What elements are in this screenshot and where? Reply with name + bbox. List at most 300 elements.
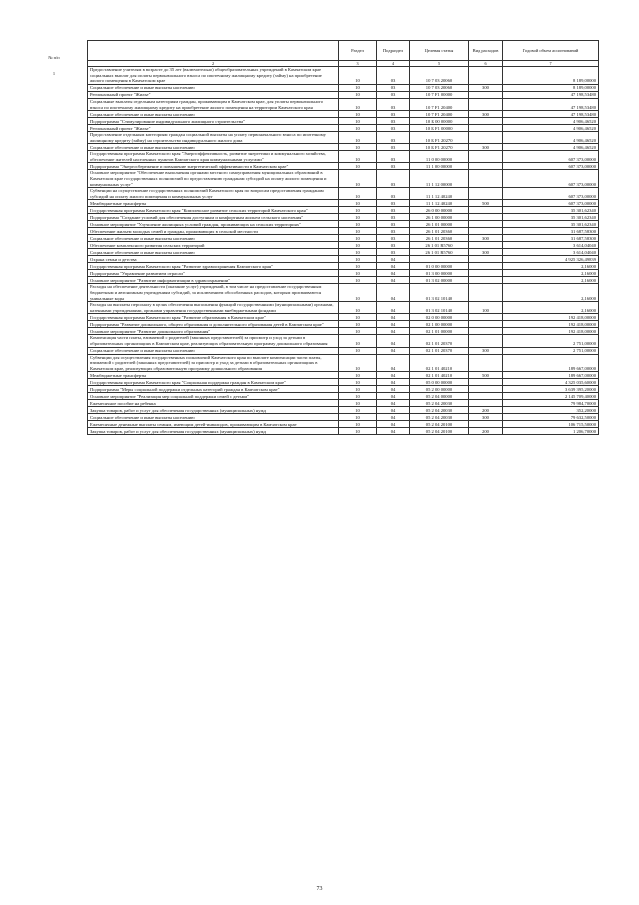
index-cell: 6 <box>469 61 503 67</box>
row-expense-type: 500 <box>469 372 503 379</box>
row-subsection: 03 <box>377 214 410 221</box>
row-target-article: 26 1 01 R5760 <box>410 249 469 256</box>
row-target-article <box>410 256 469 263</box>
row-name: Расходы на обеспечение деятельности (оказание услуг) учреждений, в том числе на предоставление государственным бюджетным и автономным учреждениям субсидий, за исключением обособленных расходов, которым присваиваются уникальные коды <box>88 284 339 302</box>
row-name: Региональный проект "Жилье" <box>88 91 339 98</box>
row-expense-type <box>469 321 503 328</box>
row-expense-type: 300 <box>469 84 503 91</box>
row-subsection: 04 <box>377 386 410 393</box>
row-section: 10 <box>339 67 377 85</box>
header-name <box>88 41 339 61</box>
row-subsection: 03 <box>377 67 410 85</box>
row-name: Социальное обеспечение и иные выплаты населению <box>88 144 339 151</box>
row-expense-type <box>469 314 503 321</box>
row-expense-type <box>469 67 503 85</box>
row-target-article: 05 0 00 00000 <box>410 379 469 386</box>
row-name: Субвенции на осуществление государственных полномочий Камчатского края по вопросам предоставления гражданам субсидий на оплату жилого помещения и коммунальных услуг <box>88 188 339 200</box>
row-subsection: 03 <box>377 207 410 214</box>
row-name: Государственная программа Камчатского края "Энергоэффективность, развитие энергетики и коммунального хозяйства, обеспечение жителей населенных пунктов Камчатского края коммунальными услугами" <box>88 151 339 163</box>
row-name: Обеспечение комплексного развития сельских территорий <box>88 242 339 249</box>
row-subsection: 04 <box>377 284 410 302</box>
row-target-article: 01 3 02 10140 <box>410 284 469 302</box>
row-section: 10 <box>339 221 377 228</box>
row-subsection: 03 <box>377 132 410 144</box>
row-name: Социальное обеспечение и иные выплаты населению <box>88 84 339 91</box>
row-subsection: 03 <box>377 188 410 200</box>
row-target-article: 11 1 12 00000 <box>410 170 469 188</box>
row-amount: 35 301,62340 <box>503 214 599 221</box>
row-target-article: 26 1 01 20360 <box>410 235 469 242</box>
row-target-article: 02 1 01 00000 <box>410 328 469 335</box>
table-row <box>88 393 599 400</box>
table-row <box>88 414 599 421</box>
row-name: Основное мероприятие "Улучшение жилищных условий граждан, проживающих на сельских территориях" <box>88 221 339 228</box>
row-expense-type <box>469 163 503 170</box>
row-section: 10 <box>339 314 377 321</box>
table-row <box>88 151 599 163</box>
table-body <box>88 67 599 435</box>
table-row <box>88 125 599 132</box>
row-subsection: 03 <box>377 125 410 132</box>
row-expense-type: 300 <box>469 249 503 256</box>
row-target-article: 10 Б 00 00000 <box>410 118 469 125</box>
row-amount: 2,16000 <box>503 270 599 277</box>
row-target-article: 10 7 F1 00000 <box>410 91 469 98</box>
row-expense-type <box>469 354 503 372</box>
row-section: 10 <box>339 207 377 214</box>
row-expense-type <box>469 277 503 284</box>
table-row <box>88 335 599 347</box>
row-name: Закупка товаров, работ и услуг для обеспечения государственных (муниципальных) нужд <box>88 407 339 414</box>
row-amount: 189 667,00000 <box>503 372 599 379</box>
table-row <box>88 91 599 98</box>
table-row <box>88 249 599 256</box>
row-section: 10 <box>339 170 377 188</box>
table-row <box>88 400 599 407</box>
row-name: Основное мероприятие "Развитие информатизации в здравоохранении" <box>88 277 339 284</box>
row-section: 10 <box>339 132 377 144</box>
row-target-article: 02 1 01 40210 <box>410 354 469 372</box>
table-row <box>88 118 599 125</box>
row-subsection: 03 <box>377 249 410 256</box>
table-header-row <box>88 41 599 61</box>
table-row <box>88 242 599 249</box>
row-expense-type <box>469 393 503 400</box>
table-row <box>88 144 599 151</box>
row-amount: 607 373,00000 <box>503 170 599 188</box>
row-subsection: 03 <box>377 118 410 125</box>
row-expense-type <box>469 151 503 163</box>
row-name: Социальное обеспечение и иные выплаты населению <box>88 347 339 354</box>
index-cell: 2 <box>88 61 339 67</box>
table-row <box>88 132 599 144</box>
row-section: 10 <box>339 214 377 221</box>
header-annual-amount: Годовой объем ассигнований <box>503 41 599 61</box>
row-subsection: 04 <box>377 270 410 277</box>
row-section: 10 <box>339 379 377 386</box>
table-row <box>88 163 599 170</box>
row-target-article: 10 Б F1 00000 <box>410 125 469 132</box>
row-section: 10 <box>339 188 377 200</box>
row-target-article: 05 2 04 20100 <box>410 421 469 428</box>
row-expense-type <box>469 228 503 235</box>
row-section: 10 <box>339 91 377 98</box>
row-name: Подпрограмма "Создание условий для обеспечения доступным и комфортным жильем сельского населения" <box>88 214 339 221</box>
row-amount: 352,20000 <box>503 407 599 414</box>
row-name: Основное мероприятие "Реализация мер социальной поддержки семей с детьми" <box>88 393 339 400</box>
row-subsection: 03 <box>377 111 410 118</box>
table-row <box>88 98 599 110</box>
row-expense-type: 300 <box>469 347 503 354</box>
row-section: 10 <box>339 235 377 242</box>
row-target-article: 26 1 01 20360 <box>410 228 469 235</box>
row-section: 10 <box>339 151 377 163</box>
table-row <box>88 207 599 214</box>
row-amount: 35 301,62340 <box>503 221 599 228</box>
row-section: 10 <box>339 84 377 91</box>
row-amount: 4 325 035,60000 <box>503 379 599 386</box>
row-section: 10 <box>339 111 377 118</box>
row-expense-type <box>469 256 503 263</box>
row-target-article: 01 3 02 00000 <box>410 277 469 284</box>
budget-table <box>87 40 599 435</box>
row-target-article: 01 0 00 00000 <box>410 263 469 270</box>
row-expense-type <box>469 132 503 144</box>
row-name: Субвенции для осуществления государственных полномочий Камчатского края по выплате компенсации части платы, взимаемой с родителей (законных представителей) за присмотр и уход за детьми в образовательных организациях в Камчатском крае, реализующих образовательную программу дошкольного образования <box>88 354 339 372</box>
row-section: 10 <box>339 284 377 302</box>
row-subsection: 03 <box>377 235 410 242</box>
row-amount: 192 418,00000 <box>503 328 599 335</box>
row-section: 10 <box>339 242 377 249</box>
row-amount: 31 687,58300 <box>503 235 599 242</box>
row-expense-type <box>469 188 503 200</box>
row-target-article: 02 1 01 40210 <box>410 372 469 379</box>
header-subsection: Подраздел <box>377 41 410 61</box>
row-amount: 4 906,46520 <box>503 118 599 125</box>
row-name: Социальные выплаты отдельным категориям граждан, проживающим в Камчатском крае, для уплаты первоначального взноса по ипотечному жилищному кредиту на приобретение жилого помещения на территории Камчатского края <box>88 98 339 110</box>
row-expense-type <box>469 91 503 98</box>
row-target-article: 05 2 04 20030 <box>410 407 469 414</box>
row-target-article: 26 1 01 00000 <box>410 221 469 228</box>
row-section: 10 <box>339 144 377 151</box>
table-row <box>88 221 599 228</box>
row-name: Региональный проект "Жилье" <box>88 125 339 132</box>
row-subsection: 03 <box>377 170 410 188</box>
row-section: 10 <box>339 200 377 207</box>
table-row <box>88 256 599 263</box>
row-amount: 2 751,00000 <box>503 335 599 347</box>
table-row <box>88 302 599 314</box>
row-section: 10 <box>339 421 377 428</box>
row-amount: 2,16000 <box>503 277 599 284</box>
row-target-article: 05 2 04 00000 <box>410 393 469 400</box>
row-amount: 192 418,00000 <box>503 321 599 328</box>
row-target-article: 26 1 01 R5760 <box>410 242 469 249</box>
row-expense-type <box>469 170 503 188</box>
table-row <box>88 314 599 321</box>
row-amount: 47 198,53480 <box>503 111 599 118</box>
row-expense-type <box>469 400 503 407</box>
row-name: Подпрограмма "Управление развитием отрасли" <box>88 270 339 277</box>
budget-sheet <box>87 40 598 435</box>
row-section: 10 <box>339 263 377 270</box>
row-section: 10 <box>339 321 377 328</box>
row-amount: 4 906,46520 <box>503 132 599 144</box>
row-section: 10 <box>339 277 377 284</box>
row-target-article: 10 7 03 20060 <box>410 84 469 91</box>
row-section: 10 <box>339 125 377 132</box>
table-row <box>88 407 599 414</box>
table-row <box>88 235 599 242</box>
row-target-article: 01 3 00 00000 <box>410 270 469 277</box>
row-amount: 4 906,46520 <box>503 125 599 132</box>
row-subsection: 03 <box>377 151 410 163</box>
row-name: Обеспечение жильем молодых семей и граждан, проживающих в сельской местности <box>88 228 339 235</box>
row-expense-type <box>469 221 503 228</box>
row-subsection: 03 <box>377 242 410 249</box>
row-target-article: 05 2 00 00000 <box>410 386 469 393</box>
index-cell: 5 <box>410 61 469 67</box>
row-name: Охрана семьи и детства <box>88 256 339 263</box>
row-target-article: 11 1 00 00000 <box>410 163 469 170</box>
row-expense-type <box>469 207 503 214</box>
row-subsection: 04 <box>377 354 410 372</box>
row-expense-type <box>469 421 503 428</box>
index-one-label: 1 <box>52 71 56 76</box>
row-expense-type: 300 <box>469 144 503 151</box>
row-subsection: 04 <box>377 335 410 347</box>
row-target-article: 11 1 12 40240 <box>410 200 469 207</box>
row-expense-type <box>469 214 503 221</box>
row-amount: 2,16000 <box>503 284 599 302</box>
row-amount: 607 373,00000 <box>503 163 599 170</box>
row-subsection: 04 <box>377 379 410 386</box>
row-expense-type: 300 <box>469 414 503 421</box>
table-row <box>88 228 599 235</box>
row-target-article: 10 7 F1 20400 <box>410 98 469 110</box>
row-section: 10 <box>339 328 377 335</box>
row-target-article: 10 Б F1 20270 <box>410 144 469 151</box>
row-section: 10 <box>339 270 377 277</box>
table-row <box>88 321 599 328</box>
row-name: Социальное обеспечение и иные выплаты населению <box>88 249 339 256</box>
row-amount: 4 925 326,49839 <box>503 256 599 263</box>
header-expense-type: Вид расходов <box>469 41 503 61</box>
table-row <box>88 379 599 386</box>
row-section: 10 <box>339 386 377 393</box>
row-name: Государственная программа Камчатского края "Развитие здравоохранения Камчатского края" <box>88 263 339 270</box>
row-subsection: 04 <box>377 400 410 407</box>
table-row <box>88 277 599 284</box>
row-amount: 607 373,00000 <box>503 188 599 200</box>
table-row <box>88 421 599 428</box>
row-name: Компенсация части платы, взимаемой с родителей (законных представителей) за присмотр и уход за детьми в образовательных организациях в Камчатском крае, реализующих образовательную программу дошкольного образования <box>88 335 339 347</box>
row-name: Государственная программа Камчатского края "Социальная поддержка граждан в Камчатском крае" <box>88 379 339 386</box>
row-name: Межбюджетные трансферты <box>88 200 339 207</box>
row-section: 10 <box>339 228 377 235</box>
row-subsection: 03 <box>377 84 410 91</box>
row-name: Межбюджетные трансферты <box>88 372 339 379</box>
row-name: Государственная программа Камчатского края "Развитие образования в Камчатском крае" <box>88 314 339 321</box>
row-subsection: 04 <box>377 414 410 421</box>
table-row <box>88 84 599 91</box>
row-target-article: 02 1 00 00000 <box>410 321 469 328</box>
row-section: 10 <box>339 407 377 414</box>
row-name: Социальное обеспечение и иные выплаты населению <box>88 111 339 118</box>
row-expense-type <box>469 242 503 249</box>
row-subsection: 04 <box>377 302 410 314</box>
row-amount: 192 418,00000 <box>503 314 599 321</box>
table-row <box>88 111 599 118</box>
row-target-article: 10 7 F1 20400 <box>410 111 469 118</box>
row-expense-type: 300 <box>469 235 503 242</box>
row-amount: 47 198,53480 <box>503 91 599 98</box>
row-amount: 4 906,46520 <box>503 144 599 151</box>
row-section: 10 <box>339 400 377 407</box>
row-section: 10 <box>339 256 377 263</box>
row-amount: 2,16000 <box>503 302 599 314</box>
row-section: 10 <box>339 163 377 170</box>
row-expense-type <box>469 263 503 270</box>
row-expense-type <box>469 98 503 110</box>
row-expense-type <box>469 379 503 386</box>
row-number-header <box>29 55 79 76</box>
row-section: 10 <box>339 428 377 435</box>
row-target-article: 01 3 02 10140 <box>410 302 469 314</box>
row-amount: 3 614,04040 <box>503 242 599 249</box>
row-amount: 189 667,00000 <box>503 354 599 372</box>
table-row <box>88 200 599 207</box>
row-name: Предоставление отдельным категориям граждан социальной выплаты на уплату первоначального взноса по ипотечному жилищному кредиту (займу) на строительство индивидуального жилого дома <box>88 132 339 144</box>
row-name: Подпрограмма "Стимулирование индивидуального жилищного строительства" <box>88 118 339 125</box>
row-section: 10 <box>339 393 377 400</box>
index-cell: 3 <box>339 61 377 67</box>
row-target-article: 02 1 01 20370 <box>410 347 469 354</box>
table-row <box>88 372 599 379</box>
row-expense-type <box>469 328 503 335</box>
row-expense-type <box>469 386 503 393</box>
row-expense-type <box>469 125 503 132</box>
row-name: Основное мероприятие "Обеспечение выполнения органами местного самоуправления муниципальных образований в Камчатском крае государственных полномочий по предоставлению гражданам субсидий на оплату жилого помещения и коммунальных услуг" <box>88 170 339 188</box>
row-name: Ежемесячное пособие на ребенка <box>88 400 339 407</box>
row-target-article: 11 1 12 40240 <box>410 188 469 200</box>
row-expense-type <box>469 335 503 347</box>
table-row <box>88 284 599 302</box>
row-expense-type: 100 <box>469 302 503 314</box>
row-target-article: 11 0 00 00000 <box>410 151 469 163</box>
row-section: 10 <box>339 302 377 314</box>
row-section: 10 <box>339 118 377 125</box>
table-row <box>88 347 599 354</box>
table-row <box>88 263 599 270</box>
row-subsection: 03 <box>377 91 410 98</box>
row-amount: 2 751,00000 <box>503 347 599 354</box>
row-section: 10 <box>339 335 377 347</box>
row-subsection: 04 <box>377 393 410 400</box>
row-expense-type: 500 <box>469 200 503 207</box>
row-subsection: 04 <box>377 263 410 270</box>
row-amount: 1 206,70000 <box>503 428 599 435</box>
row-target-article: 26 0 00 00000 <box>410 207 469 214</box>
row-section: 10 <box>339 98 377 110</box>
row-name: Предоставление учителям в возрасте до 35 лет (включительно) общеобразовательных учреждений в Камчатском крае социальных выплат для оплаты первоначального взноса по ипотечному жилищному кредиту (займу) на приобретение жилого помещения в Камчатском крае <box>88 67 339 85</box>
row-amount: 8 189,00000 <box>503 67 599 85</box>
index-cell: 4 <box>377 61 410 67</box>
index-cell: 7 <box>503 61 599 67</box>
row-target-article: 05 2 04 20030 <box>410 414 469 421</box>
row-target-article: 02 1 01 20370 <box>410 335 469 347</box>
row-target-article: 05 2 04 20030 <box>410 400 469 407</box>
table-row <box>88 328 599 335</box>
row-section: 10 <box>339 354 377 372</box>
row-name: Подпрограмма "Меры социальной поддержки отдельных категорий граждан в Камчатском крае" <box>88 386 339 393</box>
row-name: Ежемесячные денежные выплаты семьям, имеющим детей-инвалидов, проживающим в Камчатском крае <box>88 421 339 428</box>
row-expense-type <box>469 118 503 125</box>
table-row <box>88 170 599 188</box>
row-target-article: 05 2 04 20100 <box>410 428 469 435</box>
row-section: 10 <box>339 347 377 354</box>
row-amount: 35 301,62340 <box>503 207 599 214</box>
row-amount: 79 984,70000 <box>503 400 599 407</box>
row-amount: 2,16000 <box>503 263 599 270</box>
table-row <box>88 386 599 393</box>
row-subsection: 04 <box>377 256 410 263</box>
row-subsection: 03 <box>377 228 410 235</box>
row-amount: 47 198,53480 <box>503 98 599 110</box>
row-subsection: 03 <box>377 221 410 228</box>
row-subsection: 04 <box>377 372 410 379</box>
row-expense-type <box>469 284 503 302</box>
row-section: 10 <box>339 414 377 421</box>
table-row <box>88 270 599 277</box>
row-amount: 607 373,00000 <box>503 151 599 163</box>
row-amount: 607 373,00000 <box>503 200 599 207</box>
row-subsection: 04 <box>377 277 410 284</box>
row-expense-type <box>469 270 503 277</box>
row-amount: 106 715,50000 <box>503 421 599 428</box>
row-subsection: 03 <box>377 163 410 170</box>
row-subsection: 04 <box>377 347 410 354</box>
row-target-article: 10 7 03 20060 <box>410 67 469 85</box>
row-subsection: 03 <box>377 200 410 207</box>
row-name: Подпрограмма "Развитие дошкольного, общего образования и дополнительного образования детей в Камчатском крае" <box>88 321 339 328</box>
row-section: 10 <box>339 372 377 379</box>
row-target-article: 26 1 00 00000 <box>410 214 469 221</box>
row-name: Основное мероприятие "Развитие дошкольного образования" <box>88 328 339 335</box>
row-expense-type: 300 <box>469 111 503 118</box>
row-amount: 3 639 395,20000 <box>503 386 599 393</box>
page-number: 73 <box>316 886 323 892</box>
row-name: Социальное обеспечение и иные выплаты населению <box>88 235 339 242</box>
row-amount: 79 632,50000 <box>503 414 599 421</box>
row-expense-type: 200 <box>469 407 503 414</box>
row-subsection: 04 <box>377 421 410 428</box>
row-subsection: 04 <box>377 328 410 335</box>
row-number-label: № п/п <box>48 55 60 60</box>
header-section: Раздел <box>339 41 377 61</box>
row-target-article: 02 0 00 00000 <box>410 314 469 321</box>
row-expense-type: 200 <box>469 428 503 435</box>
row-amount: 3 614,04040 <box>503 249 599 256</box>
row-name: Расходы на выплаты персоналу в целях обеспечения выполнения функций государственными (муниципальными) органами, казенными учреждениями, органами управления государственными внебюджетными фондами <box>88 302 339 314</box>
header-target-article: Целевая статья <box>410 41 469 61</box>
row-subsection: 03 <box>377 144 410 151</box>
row-subsection: 04 <box>377 314 410 321</box>
row-name: Государственная программа Камчатского края "Комплексное развитие сельских территорий Камчатского края" <box>88 207 339 214</box>
row-subsection: 04 <box>377 407 410 414</box>
row-name: Подпрограмма "Энергосбережение и повышение энергетической эффективности в Камчатском крае" <box>88 163 339 170</box>
table-row <box>88 67 599 85</box>
